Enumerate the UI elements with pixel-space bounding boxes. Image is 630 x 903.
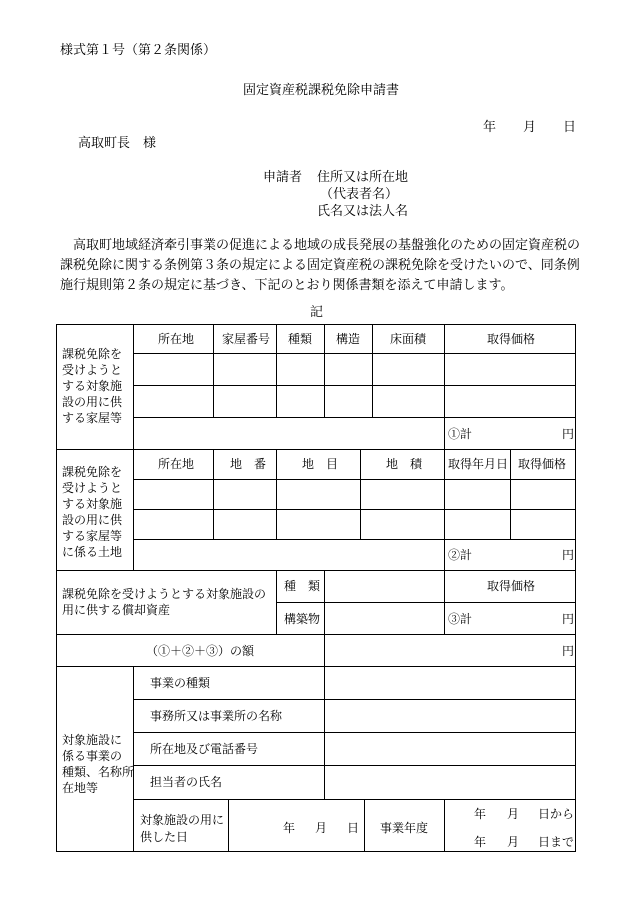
- s1-header-price: 取得価格: [487, 332, 536, 346]
- section1-label-line5: する家屋等: [62, 411, 123, 425]
- section1-label-line4: 設の用に供: [62, 395, 123, 409]
- s3-kind-label: 種 類: [284, 579, 321, 593]
- application-statement: 高取町地域経済牽引事業の促進による地域の成長発展の基盤強化のための固定資産税の課税免除に関する条例第３条の規定による固定資産税の課税免除を受けたいので、同条例施行規則第２条の規定に基づき、下記のとおり関係書類を添えて申請します。: [60, 238, 581, 293]
- section3-label-line1: 課税免除を受けようとする対象施設の: [62, 587, 267, 601]
- date-year-label: 年: [483, 120, 497, 135]
- s3-structure-label: 構築物: [284, 612, 321, 626]
- s3-price-label: 取得価格: [487, 579, 536, 593]
- s3-total-label: ③計: [448, 612, 473, 626]
- s1-yen: 円: [562, 427, 575, 441]
- section4-label-line3: 種類、名称所: [62, 765, 135, 779]
- section4-label-line2: 係る事業の: [62, 749, 123, 763]
- section2-label-line4: 設の用に供: [62, 513, 123, 527]
- section1-label-line1: 課税免除を: [62, 347, 123, 361]
- business-type-label: 事業の種類: [150, 676, 211, 690]
- s2-header-land-area: 地 積: [386, 457, 423, 471]
- s2-header-location: 所在地: [158, 457, 195, 471]
- s1-header-location: 所在地: [158, 332, 195, 346]
- s2-total-label: ②計: [448, 548, 473, 562]
- supply-day: 日: [347, 821, 360, 835]
- fiscal-year-label: 事業年度: [380, 821, 429, 835]
- section2-label-line5: する家屋等: [62, 529, 123, 543]
- section2-label-line3: する対象施: [62, 497, 123, 511]
- applicant-address-label: 住所又は所在地: [317, 170, 409, 185]
- applicant-label: 申請者: [263, 170, 303, 185]
- sum-yen: 円: [562, 644, 575, 658]
- s1-header-floor-area: 床面積: [390, 332, 427, 346]
- s2-yen: 円: [562, 548, 575, 562]
- ki-label: 記: [310, 305, 324, 320]
- fiscal-to-year: 年: [474, 835, 487, 849]
- s3-yen: 円: [562, 612, 575, 626]
- supply-date-label-line2: 供した日: [140, 830, 189, 844]
- fiscal-from-day: 日から: [538, 807, 575, 821]
- document-title: 固定資産税課税免除申請書: [243, 83, 400, 98]
- supply-date-label-line1: 対象施設の用に: [140, 813, 225, 827]
- fiscal-to-month: 月: [507, 835, 520, 849]
- s1-header-structure: 構造: [336, 332, 361, 346]
- s2-header-land-category: 地 目: [302, 457, 339, 471]
- section2-label-line6: に係る土地: [62, 545, 123, 559]
- fiscal-to-day: 日まで: [538, 835, 575, 849]
- section3-label-line2: 用に供する償却資産: [62, 603, 171, 617]
- applicant-name-label: 氏名又は法人名: [317, 204, 409, 219]
- form-number: 様式第１号（第２条関係）: [60, 43, 217, 58]
- section4-label-line4: 在地等: [62, 781, 99, 795]
- person-in-charge-label: 担当者の氏名: [150, 775, 223, 789]
- address-phone-label: 所在地及び電話番号: [150, 742, 259, 756]
- supply-year: 年: [283, 821, 296, 835]
- section1-label-line2: 受けようと: [62, 363, 123, 377]
- s1-header-house-number: 家屋番号: [222, 332, 271, 346]
- sum-label: （①＋②＋③）の額: [146, 644, 255, 658]
- section2-label-line1: 課税免除を: [62, 465, 123, 479]
- s1-header-kind: 種類: [288, 332, 313, 346]
- section4-label-line1: 対象施設に: [62, 733, 123, 747]
- date-month-label: 月: [523, 120, 537, 135]
- section1-label-line3: する対象施: [62, 379, 123, 393]
- section2-label-line2: 受けようと: [62, 481, 123, 495]
- applicant-representative-label: （代表者名）: [320, 187, 399, 202]
- s2-header-lot-number: 地 番: [230, 457, 267, 471]
- s2-header-price: 取得価格: [518, 457, 567, 471]
- addressee: 高取町長 様: [78, 136, 157, 151]
- supply-month: 月: [315, 821, 328, 835]
- office-name-label: 事務所又は事業所の名称: [150, 709, 283, 723]
- s2-header-acquired-date: 取得年月日: [448, 457, 509, 471]
- s1-total-label: ①計: [448, 427, 473, 441]
- fiscal-from-month: 月: [507, 807, 520, 821]
- date-day-label: 日: [563, 120, 577, 135]
- fiscal-from-year: 年: [474, 807, 487, 821]
